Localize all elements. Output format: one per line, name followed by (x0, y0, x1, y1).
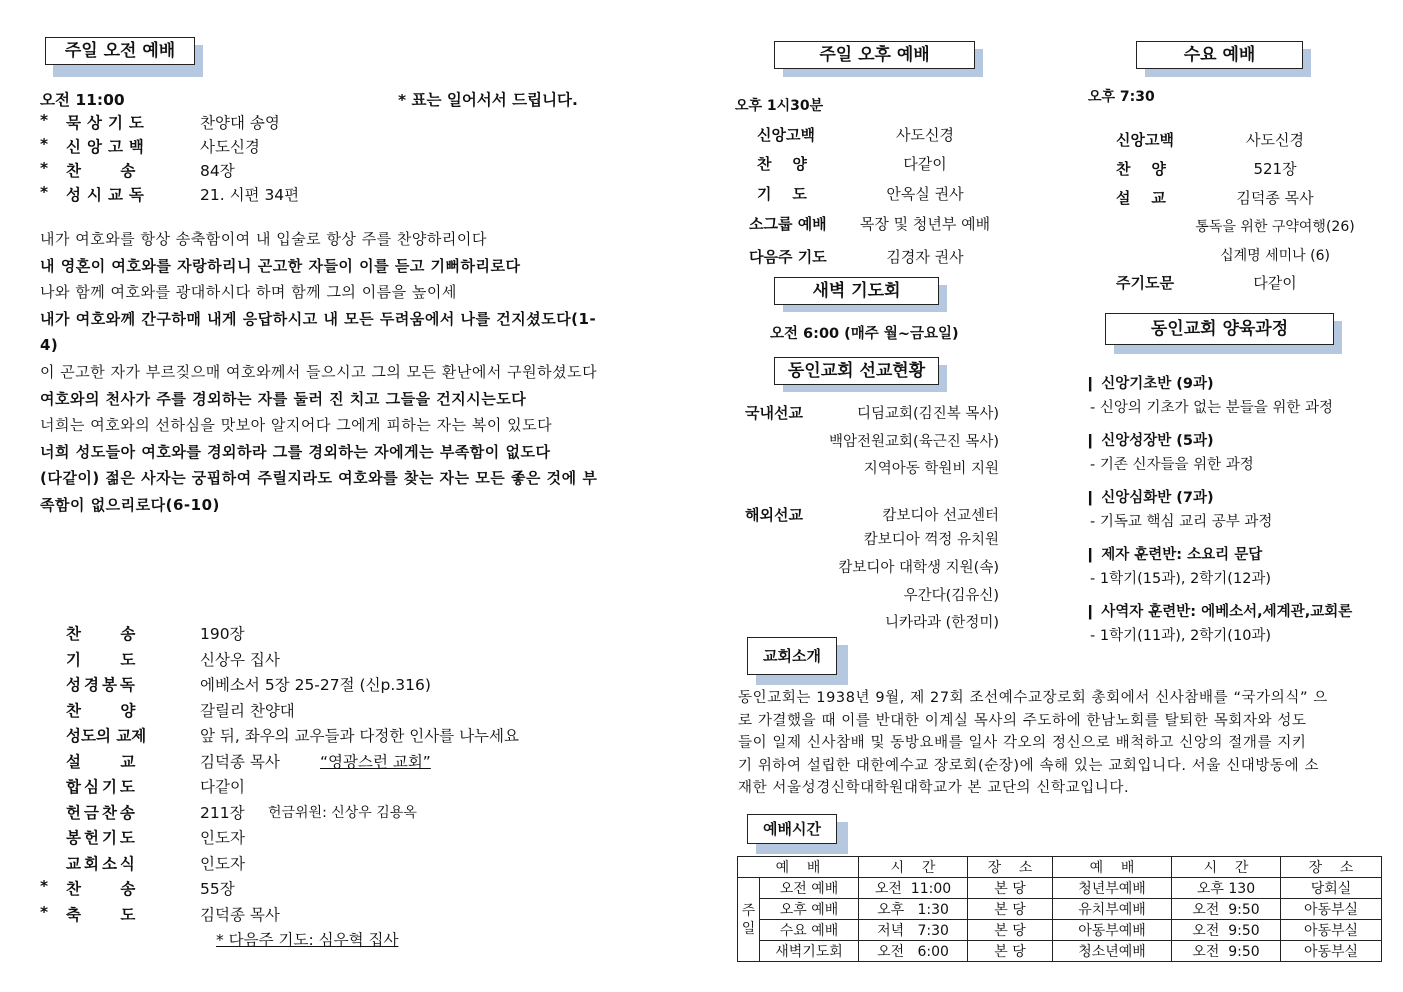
table-row (738, 920, 1382, 941)
liturgy-label: 찬 송 (66, 162, 137, 180)
liturgy-label: 신앙고백 (66, 138, 150, 156)
intro-line: 동인교회는 1938년 9월, 제 27회 조선예수교장로회 총회에서 신사참배를 “국가의식” 으 (738, 690, 1328, 706)
psalm-line: 여호와의 천사가 주를 경외하는 자를 둘러 진 치고 그들을 건지시는도다 (40, 389, 527, 408)
intro-line: 로 가결했을 때 이를 반대한 이계실 목사의 주도하에 한남노회를 탈퇴한 목회자와 성도 (738, 712, 1307, 729)
standing-marker: * (40, 877, 49, 895)
table-header: 예 배 (738, 857, 859, 878)
afternoon-label: 기 도 (757, 185, 807, 203)
offering-committee: 헌금위원: 신상우 김용옥 (268, 804, 417, 821)
standing-note: * 표는 일어서서 드립니다. (398, 91, 578, 109)
domestic-mission: 백암전원교회(육근진 목사) (829, 434, 999, 450)
table-cell: 오후 1:30 (859, 899, 968, 920)
morning-service-title: 주일 오전 예배 (45, 37, 195, 65)
table-cell: 저녁 7:30 (859, 920, 968, 941)
education-title: 동인교회 양육과정 (1105, 313, 1334, 345)
intro-line: 기 위하여 설립한 대한예수교 장로회(순장)에 속해 있는 교회입니다. 서울 신대방동에 소 (738, 757, 1320, 774)
table-header: 예 배 (1053, 857, 1172, 878)
liturgy-value: 190장 (200, 625, 245, 643)
liturgy-value: 인도자 (200, 854, 245, 873)
course-name: ❙ 신앙심화반 (7과) (1084, 490, 1214, 506)
church-intro-title: 교회소개 (747, 637, 837, 675)
wednesday-label: 설 교 (1116, 189, 1166, 207)
course-name: ❙ 신앙성장반 (5과) (1084, 433, 1214, 449)
table-cell: 오전 6:00 (859, 941, 968, 962)
morning-service-time: 오전 11:00 (40, 91, 125, 109)
table-cell: 본 당 (968, 941, 1053, 962)
standing-marker: * (40, 183, 49, 201)
psalm-line: (다같이) 젊은 사자는 궁핍하여 주릴지라도 여호와를 찾는 자는 모든 좋은 것에 부족함이 없으리로다(6-10) (40, 469, 598, 514)
afternoon-label: 다음주 기도 (749, 248, 827, 266)
liturgy-value: 갈릴리 찬양대 (200, 701, 295, 720)
liturgy-value: 김덕종 목사 (200, 905, 280, 924)
table-header: 시 간 (1172, 857, 1281, 878)
table-cell: 오후 130 (1172, 878, 1281, 899)
course-description: - 기존 신자들을 위한 과정 (1090, 457, 1254, 473)
overseas-missions-label: 해외선교 (745, 506, 803, 524)
wednesday-label: 신앙고백 (1116, 131, 1174, 149)
sunday-label: 주일 (741, 902, 756, 937)
responsive-reading (40, 226, 610, 519)
table-cell: 오후 예배 (760, 899, 859, 920)
liturgy-label: 교회소식 (66, 854, 138, 873)
psalm-line: 내가 여호와께 간구하매 내게 응답하시고 내 모든 두려움에서 나를 건지셨도다(1-4) (40, 309, 597, 355)
course-description: - 1학기(11과), 2학기(10과) (1090, 628, 1272, 644)
table-cell: 아동부실 (1281, 920, 1382, 941)
table-cell: 오전 11:00 (859, 878, 968, 899)
course-description: - 1학기(15과), 2학기(12과) (1090, 571, 1272, 587)
liturgy-label: 기 도 (66, 650, 137, 669)
liturgy-label: 성도의 교제 (66, 727, 147, 745)
liturgy-value: 84장 (200, 162, 235, 180)
table-row (738, 899, 1382, 920)
liturgy-value: 에베소서 5장 25-27절 (신p.316) (200, 676, 431, 694)
psalm-line: 내가 여호와를 항상 송축함이여 내 입술로 항상 주를 찬양하리이다 (40, 230, 487, 248)
liturgy-label: 찬 송 (66, 880, 137, 898)
liturgy-value: 찬양대 송영 (200, 114, 280, 132)
liturgy-label: 묵상기도 (66, 114, 150, 132)
overseas-mission: 캄보디아 대학생 지원(속) (838, 560, 999, 576)
table-cell: 유치부예배 (1053, 899, 1172, 920)
table-header: 장 소 (968, 857, 1053, 878)
table-header: 장 소 (1281, 857, 1382, 878)
table-cell: 오전 9:50 (1172, 899, 1281, 920)
missions-title: 동인교회 선교현황 (774, 357, 939, 385)
table-cell: 청년부예배 (1053, 878, 1172, 899)
table-cell: 아동부실 (1281, 941, 1382, 962)
liturgy-label: 축 도 (66, 905, 137, 924)
liturgy-label: 찬 양 (66, 701, 137, 720)
liturgy-label: 성경봉독 (66, 676, 138, 694)
afternoon-label: 찬 양 (757, 155, 807, 173)
liturgy-value: 21. 시편 34편 (200, 186, 300, 204)
liturgy-value: 211장 (200, 803, 245, 822)
standing-marker: * (40, 135, 49, 153)
liturgy-value: 김덕종 목사 (200, 752, 280, 771)
schedule-title: 예배시간 (747, 814, 837, 844)
psalm-line: 나와 함께 여호와를 광대하시다 하며 함께 그의 이름을 높이세 (40, 283, 457, 302)
overseas-mission: 니카라과 (한정미) (885, 615, 999, 631)
standing-marker: * (40, 111, 49, 129)
liturgy-value: 앞 뒤, 좌우의 교우들과 다정한 인사를 나누세요 (200, 727, 519, 745)
table-cell: 본 당 (968, 899, 1053, 920)
liturgy-label: 합심기도 (66, 778, 138, 796)
table-cell: 수요 예배 (760, 920, 859, 941)
sunday-side-label (738, 878, 760, 962)
overseas-mission: 캄보디아 꺽정 유치원 (863, 532, 999, 548)
liturgy-value: 사도신경 (200, 138, 260, 156)
liturgy-value: 다같이 (200, 778, 245, 796)
table-cell: 오전 9:50 (1172, 920, 1281, 941)
table-cell: 오전 9:50 (1172, 941, 1281, 962)
table-cell: 당회실 (1281, 878, 1382, 899)
table-cell: 오전 예배 (760, 878, 859, 899)
course-description: - 신앙의 기초가 없는 분들을 위한 과정 (1090, 400, 1333, 416)
liturgy-label: 찬 송 (66, 625, 137, 643)
church-intro-text (738, 687, 1328, 800)
dawn-prayer-title: 새벽 기도회 (774, 277, 939, 305)
overseas-mission: 캄보디아 선교센터 (882, 508, 999, 524)
domestic-missions-label: 국내선교 (745, 404, 803, 422)
table-cell: 아동부예배 (1053, 920, 1172, 941)
table-header: 시 간 (859, 857, 968, 878)
table-cell: 본 당 (968, 878, 1053, 899)
wednesday-service-time: 오후 7:30 (1088, 89, 1155, 105)
psalm-line: 너희는 여호와의 선하심을 맛보아 알지어다 그에게 피하는 자는 복이 있도다 (40, 416, 553, 435)
domestic-mission: 지역아동 학원비 지원 (863, 461, 999, 477)
dawn-prayer-time: 오전 6:00 (매주 월~금요일) (770, 326, 959, 342)
table-row (738, 941, 1382, 962)
liturgy-value: 신상우 집사 (200, 650, 280, 669)
table-cell: 새벽기도회 (760, 941, 859, 962)
table-cell: 아동부실 (1281, 899, 1382, 920)
psalm-line: 너희 성도들아 여호와를 경외하라 그를 경외하는 자에게는 부족함이 없도다 (40, 442, 551, 461)
standing-marker: * (40, 159, 49, 177)
liturgy-label: 설 교 (66, 752, 137, 771)
liturgy-label: 헌금찬송 (66, 803, 138, 822)
afternoon-label: 신앙고백 (757, 126, 815, 144)
wednesday-service-title: 수요 예배 (1136, 41, 1303, 69)
table-cell: 본 당 (968, 920, 1053, 941)
psalm-line: 내 영혼이 여호와를 자랑하리니 곤고한 자들이 이를 듣고 기뻐하리로다 (40, 256, 521, 275)
table-row (738, 878, 1382, 899)
worship-schedule-table (737, 856, 1382, 962)
overseas-mission: 우간다(김유신) (903, 588, 999, 604)
course-name: ❙ 제자 훈련반: 소요리 문답 (1084, 547, 1263, 563)
afternoon-service-time: 오후 1시30분 (735, 98, 824, 114)
afternoon-label: 소그룹 예배 (749, 215, 827, 233)
wednesday-label: 주기도문 (1116, 274, 1174, 292)
afternoon-service-title: 주일 오후 예배 (774, 41, 975, 69)
table-cell: 청소년예배 (1053, 941, 1172, 962)
intro-line: 재한 서울성경신학대학원대학교가 본 교단의 신학교입니다. (738, 780, 1130, 796)
intro-line: 들이 일제 신사참배 및 동방요배를 일사 각오의 정신으로 배척하고 신앙의 절개를 지키 (738, 735, 1307, 751)
course-name: ❙ 신앙기초반 (9과) (1084, 376, 1214, 392)
standing-marker: * (40, 902, 49, 921)
liturgy-value: 55장 (200, 880, 235, 898)
sermon-title: “영광스런 교회” (320, 752, 431, 771)
liturgy-label: 봉헌기도 (66, 829, 138, 847)
next-prayer-note: * 다음주 기도: 심우혁 집사 (216, 931, 399, 949)
table-header-row (738, 857, 1382, 878)
wednesday-label: 찬 양 (1116, 160, 1166, 178)
liturgy-label: 성시교독 (66, 186, 150, 204)
psalm-line: 이 곤고한 자가 부르짖으매 여호와께서 들으시고 그의 모든 환난에서 구원하셨도다 (40, 362, 598, 381)
domestic-mission: 디딤교회(김진복 목사) (857, 406, 999, 422)
liturgy-value: 인도자 (200, 829, 245, 847)
course-name: ❙ 사역자 훈련반: 에베소서,세계관,교회론 (1084, 604, 1353, 620)
course-description: - 기독교 핵심 교리 공부 과정 (1090, 514, 1273, 530)
